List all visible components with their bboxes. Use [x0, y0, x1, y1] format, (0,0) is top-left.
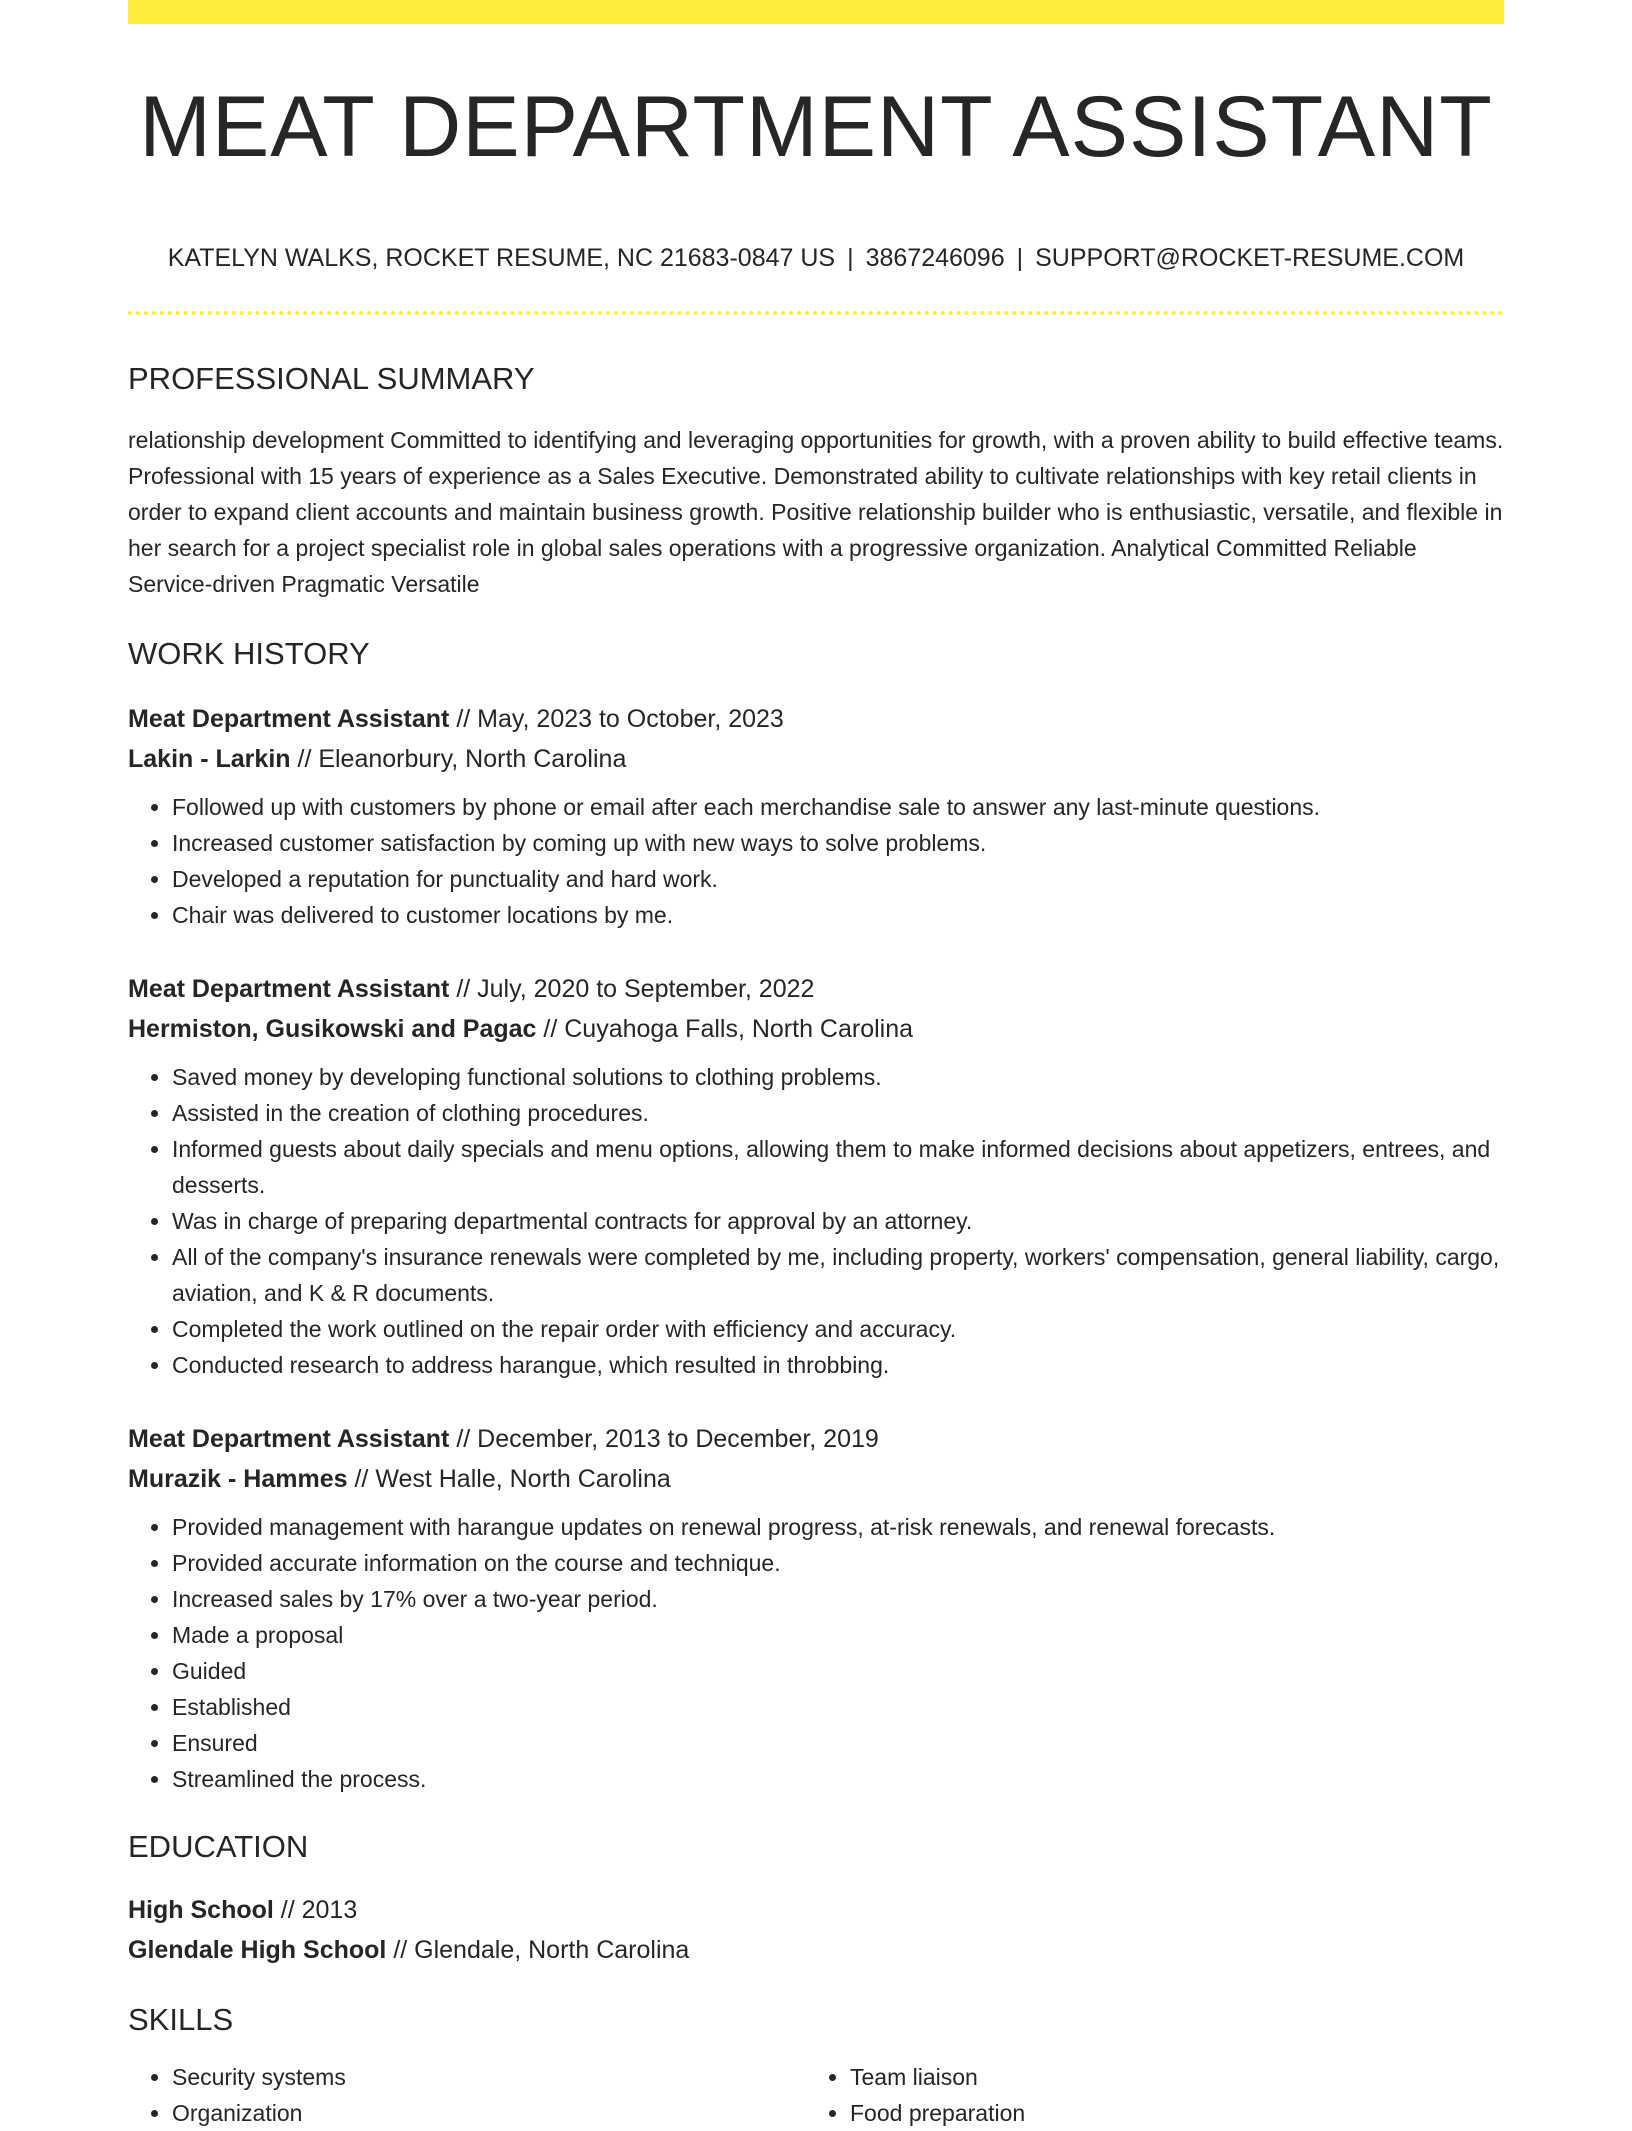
top-accent-bar: [128, 0, 1504, 24]
job-dates: // December, 2013 to December, 2019: [449, 1425, 879, 1453]
skills-columns: [128, 2059, 1504, 2131]
job-entry: [128, 969, 1504, 1383]
resume-title: MEAT DEPARTMENT ASSISTANT: [139, 79, 1493, 175]
education-year: // 2013: [273, 1896, 358, 1924]
job-title: Meat Department Assistant: [128, 1425, 450, 1453]
job-title-line: [128, 969, 1504, 1009]
contact-line: [128, 244, 1504, 273]
skill-item: • Team liaison: [850, 2059, 1484, 2095]
list-item: • Saved money by developing functional solutions to clothing problems.: [172, 1059, 1504, 1095]
skill-item: • Security systems: [172, 2059, 806, 2095]
job-title: Meat Department Assistant: [128, 975, 450, 1003]
job-company: Lakin - Larkin: [128, 745, 291, 773]
summary-text: relationship development Committed to identifying and leveraging opportunities for growth, with a proven ability to build effective teams. Professional with 15 years of experience as a Sales Executive. Demonstrated ability to cultivate relationships with key retail clients in order to expand client accounts and maintain business growth. Positive relationship builder who is enthusiastic, versatile, and flexible in her search for a project specialist role in global sales operations with a progressive organization. Analytical Committed Reliable Service-driven Pragmatic Versatile: [128, 427, 1504, 597]
job-dates: // July, 2020 to September, 2022: [449, 975, 815, 1003]
work-history-heading: WORK HISTORY: [128, 636, 370, 671]
list-item: • Provided accurate information on the course and technique.: [172, 1545, 1504, 1581]
list-item: • Increased customer satisfaction by coming up with new ways to solve problems.: [172, 825, 1504, 861]
job-dates: // May, 2023 to October, 2023: [449, 705, 784, 733]
dotted-divider: [128, 311, 1504, 315]
job-location: // Eleanorbury, North Carolina: [290, 745, 627, 773]
contact-separator: |: [1016, 244, 1024, 272]
work-history-list: [128, 699, 1504, 1797]
education-location: // Glendale, North Carolina: [386, 1936, 690, 1964]
job-bullets: [128, 789, 1504, 933]
list-item: • Chair was delivered to customer locations by me.: [172, 897, 1504, 933]
list-item: • Developed a reputation for punctuality and hard work.: [172, 861, 1504, 897]
job-bullets: [128, 1059, 1504, 1383]
list-item: • Completed the work outlined on the repair order with efficiency and accuracy.: [172, 1311, 1504, 1347]
list-item: • Provided management with harangue updates on renewal progress, at-risk renewals, and renewal forecasts.: [172, 1509, 1504, 1545]
list-item: • Guided: [172, 1653, 1504, 1689]
list-item: • All of the company's insurance renewals were completed by me, including property, workers' compensation, general liability, cargo, aviation, and K & R documents.: [172, 1239, 1504, 1311]
list-item: • Conducted research to address harangue, which resulted in throbbing.: [172, 1347, 1504, 1383]
job-location: // West Halle, North Carolina: [347, 1465, 671, 1493]
job-company: Murazik - Hammes: [128, 1465, 348, 1493]
list-item: • Increased sales by 17% over a two-year period.: [172, 1581, 1504, 1617]
resume-page: [128, 0, 1504, 2131]
job-bullets: [128, 1509, 1504, 1797]
skill-item: • Food preparation: [850, 2095, 1484, 2131]
skills-right-column: [806, 2059, 1484, 2131]
job-company-line: [128, 739, 1504, 779]
job-title: Meat Department Assistant: [128, 705, 450, 733]
education-heading: EDUCATION: [128, 1829, 309, 1864]
education-school-line: [128, 1930, 1504, 1970]
summary-heading: PROFESSIONAL SUMMARY: [128, 361, 535, 396]
list-item: • Streamlined the process.: [172, 1761, 1504, 1797]
skill-item: • Organization: [172, 2095, 806, 2131]
job-company-line: [128, 1459, 1504, 1499]
job-company-line: [128, 1009, 1504, 1049]
education-school: Glendale High School: [128, 1936, 387, 1964]
contact-separator: |: [847, 244, 854, 272]
job-title-line: [128, 1419, 1504, 1459]
list-item: • Established: [172, 1689, 1504, 1725]
contact-address: KATELYN WALKS, ROCKET RESUME, NC 21683-0847 US: [167, 244, 836, 272]
list-item: • Informed guests about daily specials and menu options, allowing them to make informed decisions about appetizers, entrees, and desserts.: [172, 1131, 1504, 1203]
education-degree-line: [128, 1890, 1504, 1930]
contact-phone: 3867246096: [865, 244, 1005, 272]
job-entry: [128, 1419, 1504, 1797]
list-item: • Ensured: [172, 1725, 1504, 1761]
job-location: // Cuyahoga Falls, North Carolina: [536, 1015, 914, 1043]
list-item: • Was in charge of preparing departmental contracts for approval by an attorney.: [172, 1203, 1504, 1239]
skills-left-column: [128, 2059, 806, 2131]
list-item: • Made a proposal: [172, 1617, 1504, 1653]
list-item: • Assisted in the creation of clothing procedures.: [172, 1095, 1504, 1131]
job-title-line: [128, 699, 1504, 739]
skills-heading: SKILLS: [128, 2002, 234, 2037]
job-entry: [128, 699, 1504, 933]
education-entry: [128, 1890, 1504, 1970]
contact-email: SUPPORT@ROCKET-RESUME.COM: [1035, 244, 1465, 272]
education-degree: High School: [128, 1896, 274, 1924]
list-item: • Followed up with customers by phone or email after each merchandise sale to answer any last-minute questions.: [172, 789, 1504, 825]
job-company: Hermiston, Gusikowski and Pagac: [128, 1015, 537, 1043]
